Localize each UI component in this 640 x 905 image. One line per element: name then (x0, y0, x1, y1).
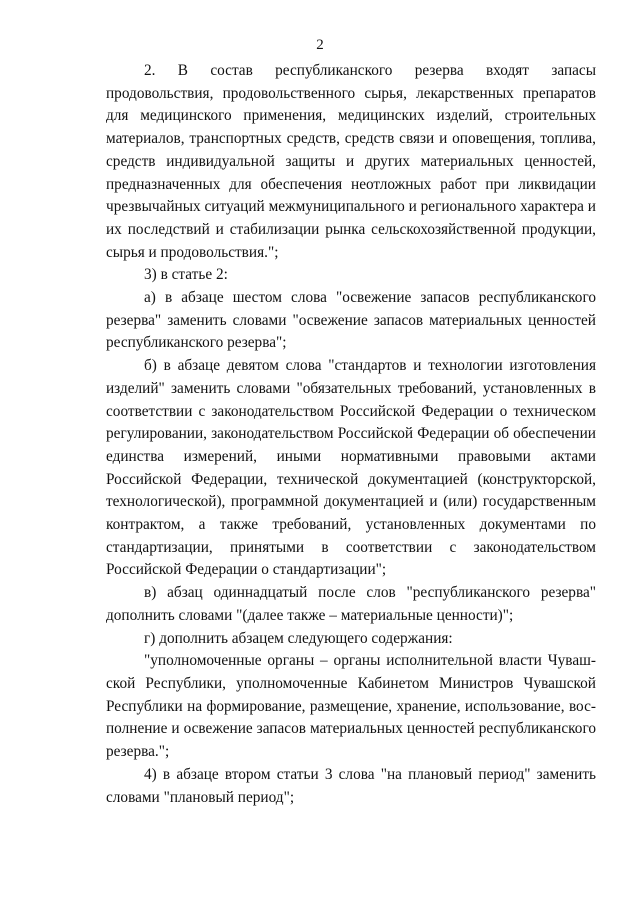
paragraph-article-2-heading: 3) в статье 2: (144, 266, 228, 284)
paragraph-item-a: а) в абзаце шестом слова "освежение запасов республиканского резерва" заменить словами "освежение запасов материальных ценностей республиканского резерва"; (106, 289, 596, 352)
paragraph-article-3: 4) в абзаце втором статьи 3 слова "на плановый период" заменить словами "плановый период"; (106, 765, 596, 806)
page-number: 2 (316, 37, 324, 53)
document-body (106, 60, 596, 809)
paragraph-item-b: б) в абзаце девятом слова "стандартов и технологии изготовления изделий" заменить словами "обязательных требований, установленных в соответствии с законодательством Российской Федерации о техническом регулировании, законодательством Российской Федерации об обеспечении единства измерений, иными нормативными правовыми актами Российской Федерации, технической документацией (конструкторской, технологической), программной документацией и (или) государственным контрактом, а также требований, установленных документами по стандартизации, принятыми в соответствии с законодательством Российской Федерации о стандартизации"; (106, 357, 596, 579)
paragraph-item-g: г) дополнить абзацем следующего содержания: (144, 629, 453, 647)
paragraph-authorized-bodies: "уполномоченные органы – органы исполнительной власти Чувашской Республики, уполномоченные Кабинетом Министров Чувашской Республики на формирование, размещение, хранение, использование, восполнение и освежение запасов материальных ценностей республиканского резерва."; (106, 652, 596, 761)
paragraph-item-v: в) абзац одиннадцатый после слов "республиканского резерва" дополнить словами "(далее также – материальные ценности)"; (106, 584, 596, 624)
paragraph-reserve-composition: 2. В состав республиканского резерва входят запасы продовольствия, продовольственного сырья, лекарственных препаратов для медицинского применения, медицинских изделий, строительных материалов, транспортных средств, средств связи и оповещения, топлива, средств индивидуальной защиты и других материальных ценностей, предназначенных для обеспечения неотложных работ при ликвидации чрезвычайных ситуаций межмуниципального и регионального характера и их последствий и стабилизации рынка сельскохозяйственной продукции, сырья и продовольствия."; (106, 62, 596, 261)
